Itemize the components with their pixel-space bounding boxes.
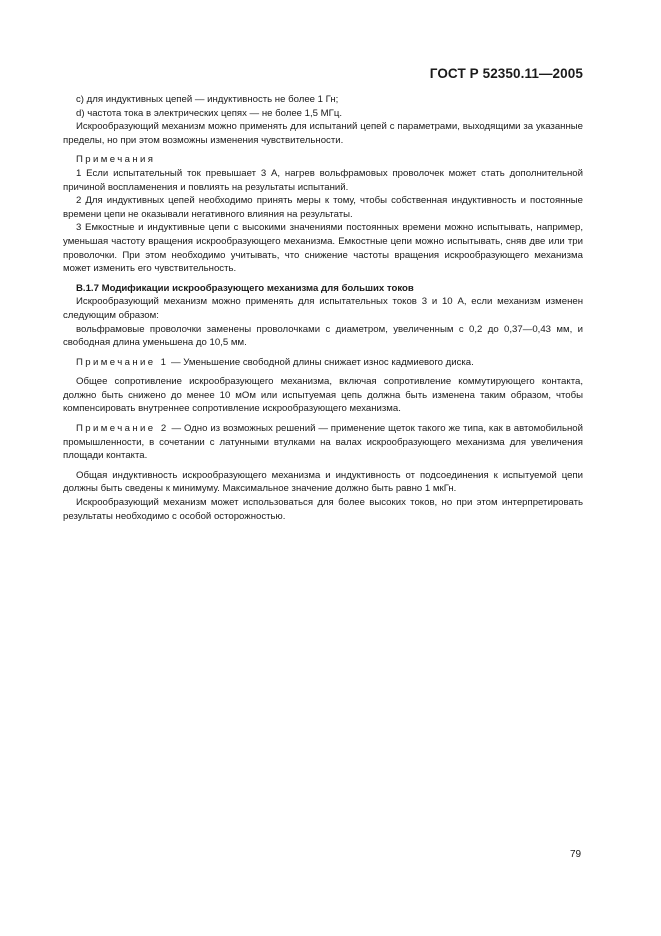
note-label: Примечание 2 [76, 423, 169, 435]
paragraph: Искрообразующий механизм можно применять для испытаний цепей с параметрами, выходящими за указанные пределы, но при этом возможны изменения чувствительности. [63, 121, 583, 146]
list-item-c: c) для индуктивных цепей — индуктивность не более 1 Гн; [76, 94, 339, 105]
section-heading: B.1.7 Модификации искрообразующего механизма для больших токов [76, 282, 414, 294]
paragraph: Общая индуктивность искрообразующего механизма и индуктивность от подсоединения к испытуемой цепи должны быть сведены к минимуму. Максимальное значение должно быть равно 1 мкГн. [63, 469, 583, 495]
note-text: — Одно из возможных решений — применение щеток такого же типа, как в автомобильной промышленности, в сочетании с латунными втулками на валах искрообразующего механизма для увеличения площади контакта. [63, 423, 583, 462]
note-paragraph-1 [63, 356, 583, 370]
paragraph: вольфрамовые проволочки заменены проволочками с диаметром, увеличенным с 0,2 до 0,37—0,43 мм, и свободная длина уменьшена до 10,5 мм. [63, 323, 583, 349]
paragraph: Общее сопротивление искрообразующего механизма, включая сопротивление коммутирующего контакта, должно быть снижено до менее 10 мОм или испытуемая цепь должна быть изменена таким образом, чтобы компенсировать внутреннее сопротивление искрообразующего механизма. [63, 376, 583, 415]
page-number: 79 [570, 849, 582, 860]
note-1: 1 Если испытательный ток превышает 3 А, нагрев вольфрамовых проволочек может стать дополнительной причиной воспламенения и повлиять на результаты испытаний. [63, 167, 583, 193]
note-3: 3 Емкостные и индуктивные цепи с высокими значениями постоянных времени можно испытывать, например, уменьшая частоту вращения искрообразующего механизма. Емкостные цепи можно испытывать, сняв две или три проволочки. При этом необходимо учитывать, что снижение частоты вращения искрообразующего механизма может изменить его чувствительность. [63, 222, 583, 275]
list-item-d: d) частота тока в электрических цепях — не более 1,5 МГц. [76, 107, 343, 119]
note-paragraph-2 [63, 422, 583, 463]
paragraph: Искрообразующий механизм может использоваться для более высоких токов, но при этом интерпретировать результаты необходимо с особой осторожностью. [63, 497, 583, 522]
paragraph: Искрообразующий механизм можно применять для испытательных токов 3 и 10 А, если механизм изменен следующим образом: [63, 296, 583, 321]
document-header: ГОСТ Р 52350.11—2005 [429, 66, 583, 81]
notes-heading: Примечания [76, 154, 156, 166]
note-label: Примечание 1 [76, 356, 169, 368]
note-text: — Уменьшение свободной длины снижает износ кадмиевого диска. [168, 356, 474, 368]
page-body [63, 93, 583, 523]
note-2: 2 Для индуктивных цепей необходимо принять меры к тому, чтобы собственная индуктивность и постоянные времени цепи не оказывали негативного влияния на результаты. [63, 195, 583, 220]
